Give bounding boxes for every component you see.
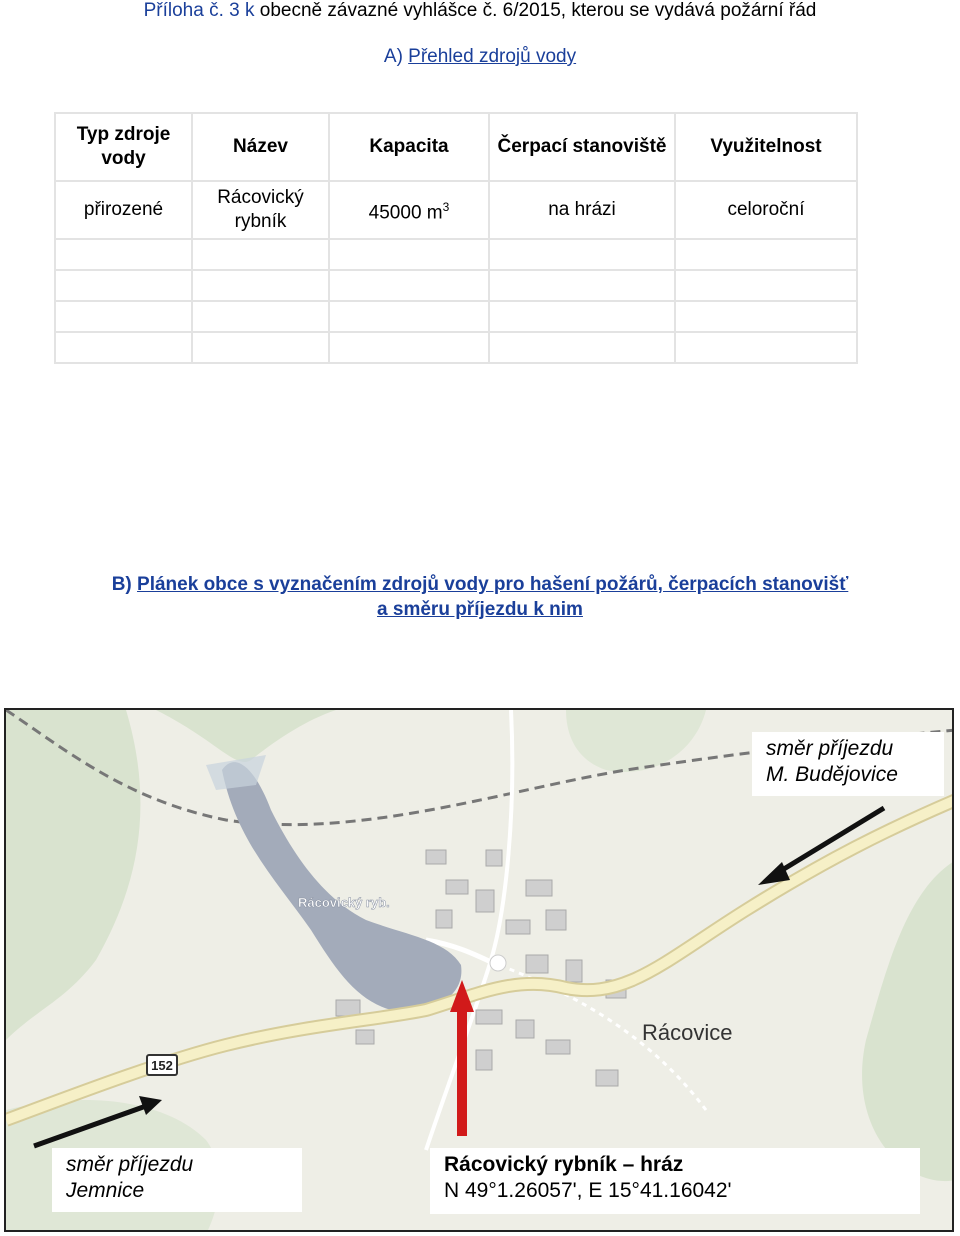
col-header-vyuzitelnost: Využitelnost	[675, 113, 857, 181]
cell-kapacita-sup: 3	[442, 199, 450, 214]
section-b-line1: Plánek obce s vyznačením zdrojů vody pro hašení požárů, čerpacích stanovišť	[137, 574, 849, 595]
cell-typ: přirozené	[55, 181, 192, 239]
section-b-letter: B)	[111, 574, 132, 595]
water-sources-table	[54, 112, 858, 364]
table-row-empty	[55, 239, 857, 270]
direction-sw-line1: směr příjezdu	[66, 1153, 194, 1176]
col-header-stanoviste: Čerpací stanoviště	[489, 113, 675, 181]
village-map-label: Rácovice	[642, 1020, 733, 1045]
header-title: obecně závazné vyhlášce č. 6/2015, kterou se vydává požární řád	[259, 0, 817, 21]
col-header-typ: Typ zdroje vody	[55, 113, 192, 181]
table-row	[55, 181, 857, 239]
col-header-kapacita: Kapacita	[329, 113, 489, 181]
cell-kapacita	[329, 181, 489, 239]
header-prefix: Příloha č. 3 k	[143, 0, 260, 21]
dam-label-coordinates: N 49°1.26057', E 15°41.16042'	[444, 1179, 732, 1202]
direction-sw-line2: Jemnice	[66, 1179, 145, 1202]
cell-vyuzitelnost: celoroční	[675, 181, 857, 239]
road-junction	[490, 955, 506, 971]
direction-ne-line2: M. Budějovice	[766, 763, 898, 786]
cell-kapacita-value: 45000 m	[368, 202, 443, 224]
pond-map-label: Rácovický ryb.	[298, 895, 390, 910]
section-a-letter: A)	[383, 46, 403, 67]
col-header-nazev: Název	[192, 113, 329, 181]
table-header-row	[55, 113, 857, 181]
section-a-title: Přehled zdrojů vody	[408, 46, 577, 67]
direction-ne-line1: směr příjezdu	[766, 737, 894, 760]
village-map	[4, 708, 954, 1232]
section-a-heading	[0, 46, 960, 68]
road-number: 152	[151, 1058, 173, 1073]
direction-label-budejovice	[752, 732, 944, 796]
table-row-empty	[55, 270, 857, 301]
table-row-empty	[55, 332, 857, 363]
cell-nazev: Rácovický rybník	[192, 181, 329, 239]
cell-stanoviste: na hrázi	[489, 181, 675, 239]
dam-label-title: Rácovický rybník – hráz	[444, 1153, 684, 1176]
section-b-heading	[40, 572, 920, 622]
dam-label	[430, 1148, 920, 1214]
table-row-empty	[55, 301, 857, 332]
section-b-line2: a směru příjezdu k nim	[377, 599, 583, 620]
header	[0, 0, 960, 22]
direction-label-jemnice	[52, 1148, 302, 1212]
